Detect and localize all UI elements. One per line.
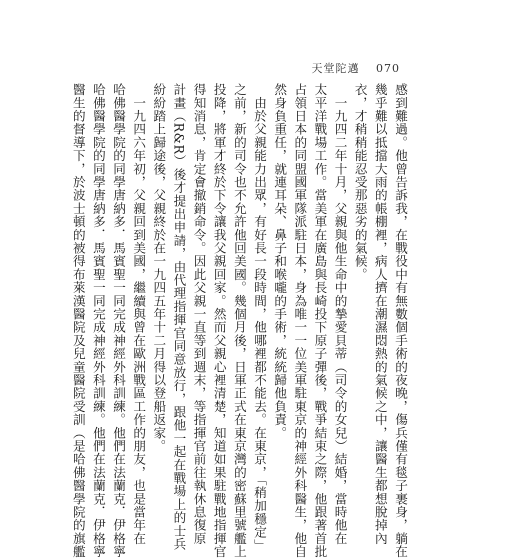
text-column: 紛紛踏上歸途後，父親終於在一九四五年十二月得以登船返家。 [151,83,167,453]
text-column: 得知消息，肯定會撤銷命令。因此父親一直等到週末，等指揮官前往執休息復原 [191,83,207,545]
page-number: 070 [376,62,400,75]
text-column: 計畫（R&R）後才提出申請，由代理指揮官同意放行，跟他一起在戰場上的士兵 [171,83,187,551]
text-column: 之前，新的司令也不允許他回美國。幾個月後，日軍正式在東京灣的密蘇里號艦上 [231,83,247,558]
text-column: 占領日本的同盟國軍隊派駐日本，身為唯一一位美軍駐東京的神經外科醫生，他自 [292,83,308,558]
text-column: 然身負重任，就連耳朵、鼻子和喉嚨的手術，統統歸他負責。 [272,83,288,440]
text-column: 太平洋戰場工作。當美軍在廣島與長崎投下原子彈後，戰爭結束之際，他跟著首批 [312,83,328,558]
text-column: 感到難過。他曾告訴我，在戰役中有無數個手術的夜晚，傷兵僅有毯子裹身，躺在 [393,83,408,558]
body-text [68,83,410,558]
text-column: 由於父親能力出眾，有好長一段時間，他哪裡都不能去。在東京，「稍加穩定」 [252,83,268,552]
text-column: 一九四二年十月，父親與他生命中的摯愛貝蒂（司令的女兒）結婚，當時他在 [332,83,348,545]
text-column: 哈佛醫學院的同學唐納多．馬賓聖一同完成神經外科訓練。他們在法蘭克．伊格寧 [90,83,106,558]
running-header [312,60,401,76]
text-column: 幾乎難以抵擋大雨的帳棚裡，病人擠在潮濕悶熱的氣候之中，讓醫生都想脫掉內 [372,83,388,545]
text-column: 一九四六年初，父親回到美國，繼續與曾在歐洲戰區工作的朋友，也是當年在 [131,83,147,545]
text-column: 哈佛醫學院的同學唐納多．馬賓聖一同完成神經外科訓練。他們在法蘭克．伊格寧 [111,83,127,558]
text-column: 投降，將軍才終於下令讓我父親回家。然而父親心裡清楚，知道如果駐戰地指揮官 [211,83,227,558]
text-column: 醫生的督導下，於波士頓的被得布萊漢醫院及兒童醫院受訓（是哈佛醫學院的旗艦 [70,83,86,558]
text-column: 衣，才稍稍能忍受那惡劣的氣候。 [352,83,368,281]
book-title: 天堂陀邁 [311,62,360,75]
